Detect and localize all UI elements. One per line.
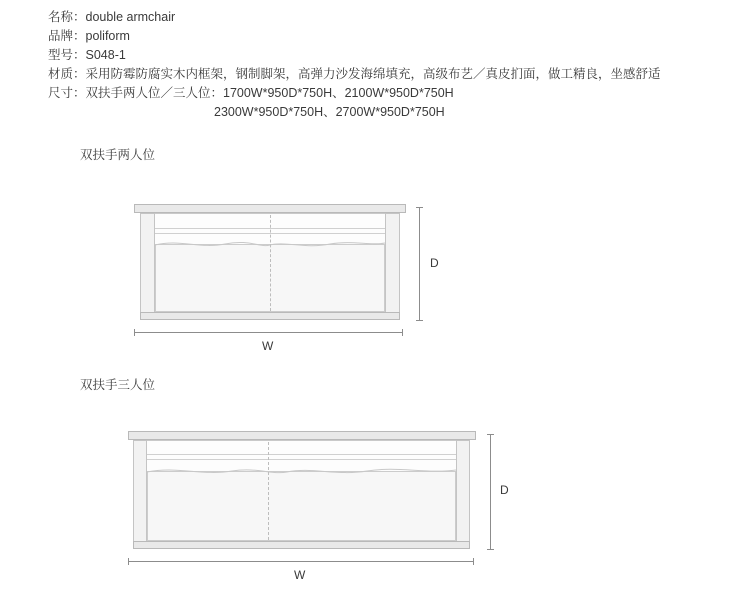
sofa3-center-divider: [268, 442, 269, 540]
sofa3-base-bar: [133, 541, 470, 549]
sofa3-cushion-curve: [147, 460, 456, 482]
two-seater-drawing: [134, 171, 474, 353]
width3-dimension-line: [128, 561, 473, 562]
product-spec-block: [48, 8, 708, 122]
spec-line-name: 名称：double armchair: [48, 10, 176, 24]
sofa3-right-arm: [456, 440, 470, 549]
width-tick-right: [402, 329, 403, 336]
spec-line-brand: 品牌：poliform: [48, 29, 130, 43]
depth3-tick-bottom: [487, 549, 494, 550]
width-dimension-label: W: [262, 339, 274, 353]
figure-two-seater-title: 双扶手两人位: [80, 148, 156, 162]
sofa-left-arm: [140, 213, 155, 320]
width3-dimension-label: W: [294, 568, 306, 582]
width-dimension-line: [134, 332, 402, 333]
spec-line-size-continued: 2300W*950D*750H、2700W*950D*750H: [214, 105, 445, 119]
figure-three-seater-title: 双扶手三人位: [80, 378, 156, 392]
sofa-base-bar: [140, 312, 400, 320]
depth-tick-bottom: [416, 320, 423, 321]
sofa3-back-top-slab: [128, 431, 476, 440]
width3-tick-right: [473, 558, 474, 565]
sofa-center-divider: [270, 215, 271, 311]
spec-line-material: 材质：采用防霉防腐实木内框架，钢制脚架，高弹力沙发海绵填充，高级布艺／真皮扪面，做工精良，坐感舒适: [48, 67, 661, 81]
depth-tick-top: [416, 207, 423, 208]
spec-line-size: 尺寸：双扶手两人位／三人位：1700W*950D*750H、2100W*950D*750H: [48, 86, 454, 100]
depth3-dimension-label: D: [500, 483, 509, 497]
depth-dimension-line: [419, 207, 420, 320]
sofa3-left-arm: [133, 440, 147, 549]
sofa-right-arm: [385, 213, 400, 320]
width-tick-left: [134, 329, 135, 336]
sofa3-backrest-line: [134, 454, 469, 455]
depth-dimension-label: D: [430, 256, 439, 270]
figure-two-seater: [80, 145, 500, 353]
depth3-dimension-line: [490, 434, 491, 549]
sofa-back-top-slab: [134, 204, 406, 213]
depth3-tick-top: [487, 434, 494, 435]
figure-three-seater: [80, 375, 520, 582]
width3-tick-left: [128, 558, 129, 565]
spec-line-model: 型号：S048-1: [48, 48, 126, 62]
three-seater-drawing: [128, 401, 509, 582]
